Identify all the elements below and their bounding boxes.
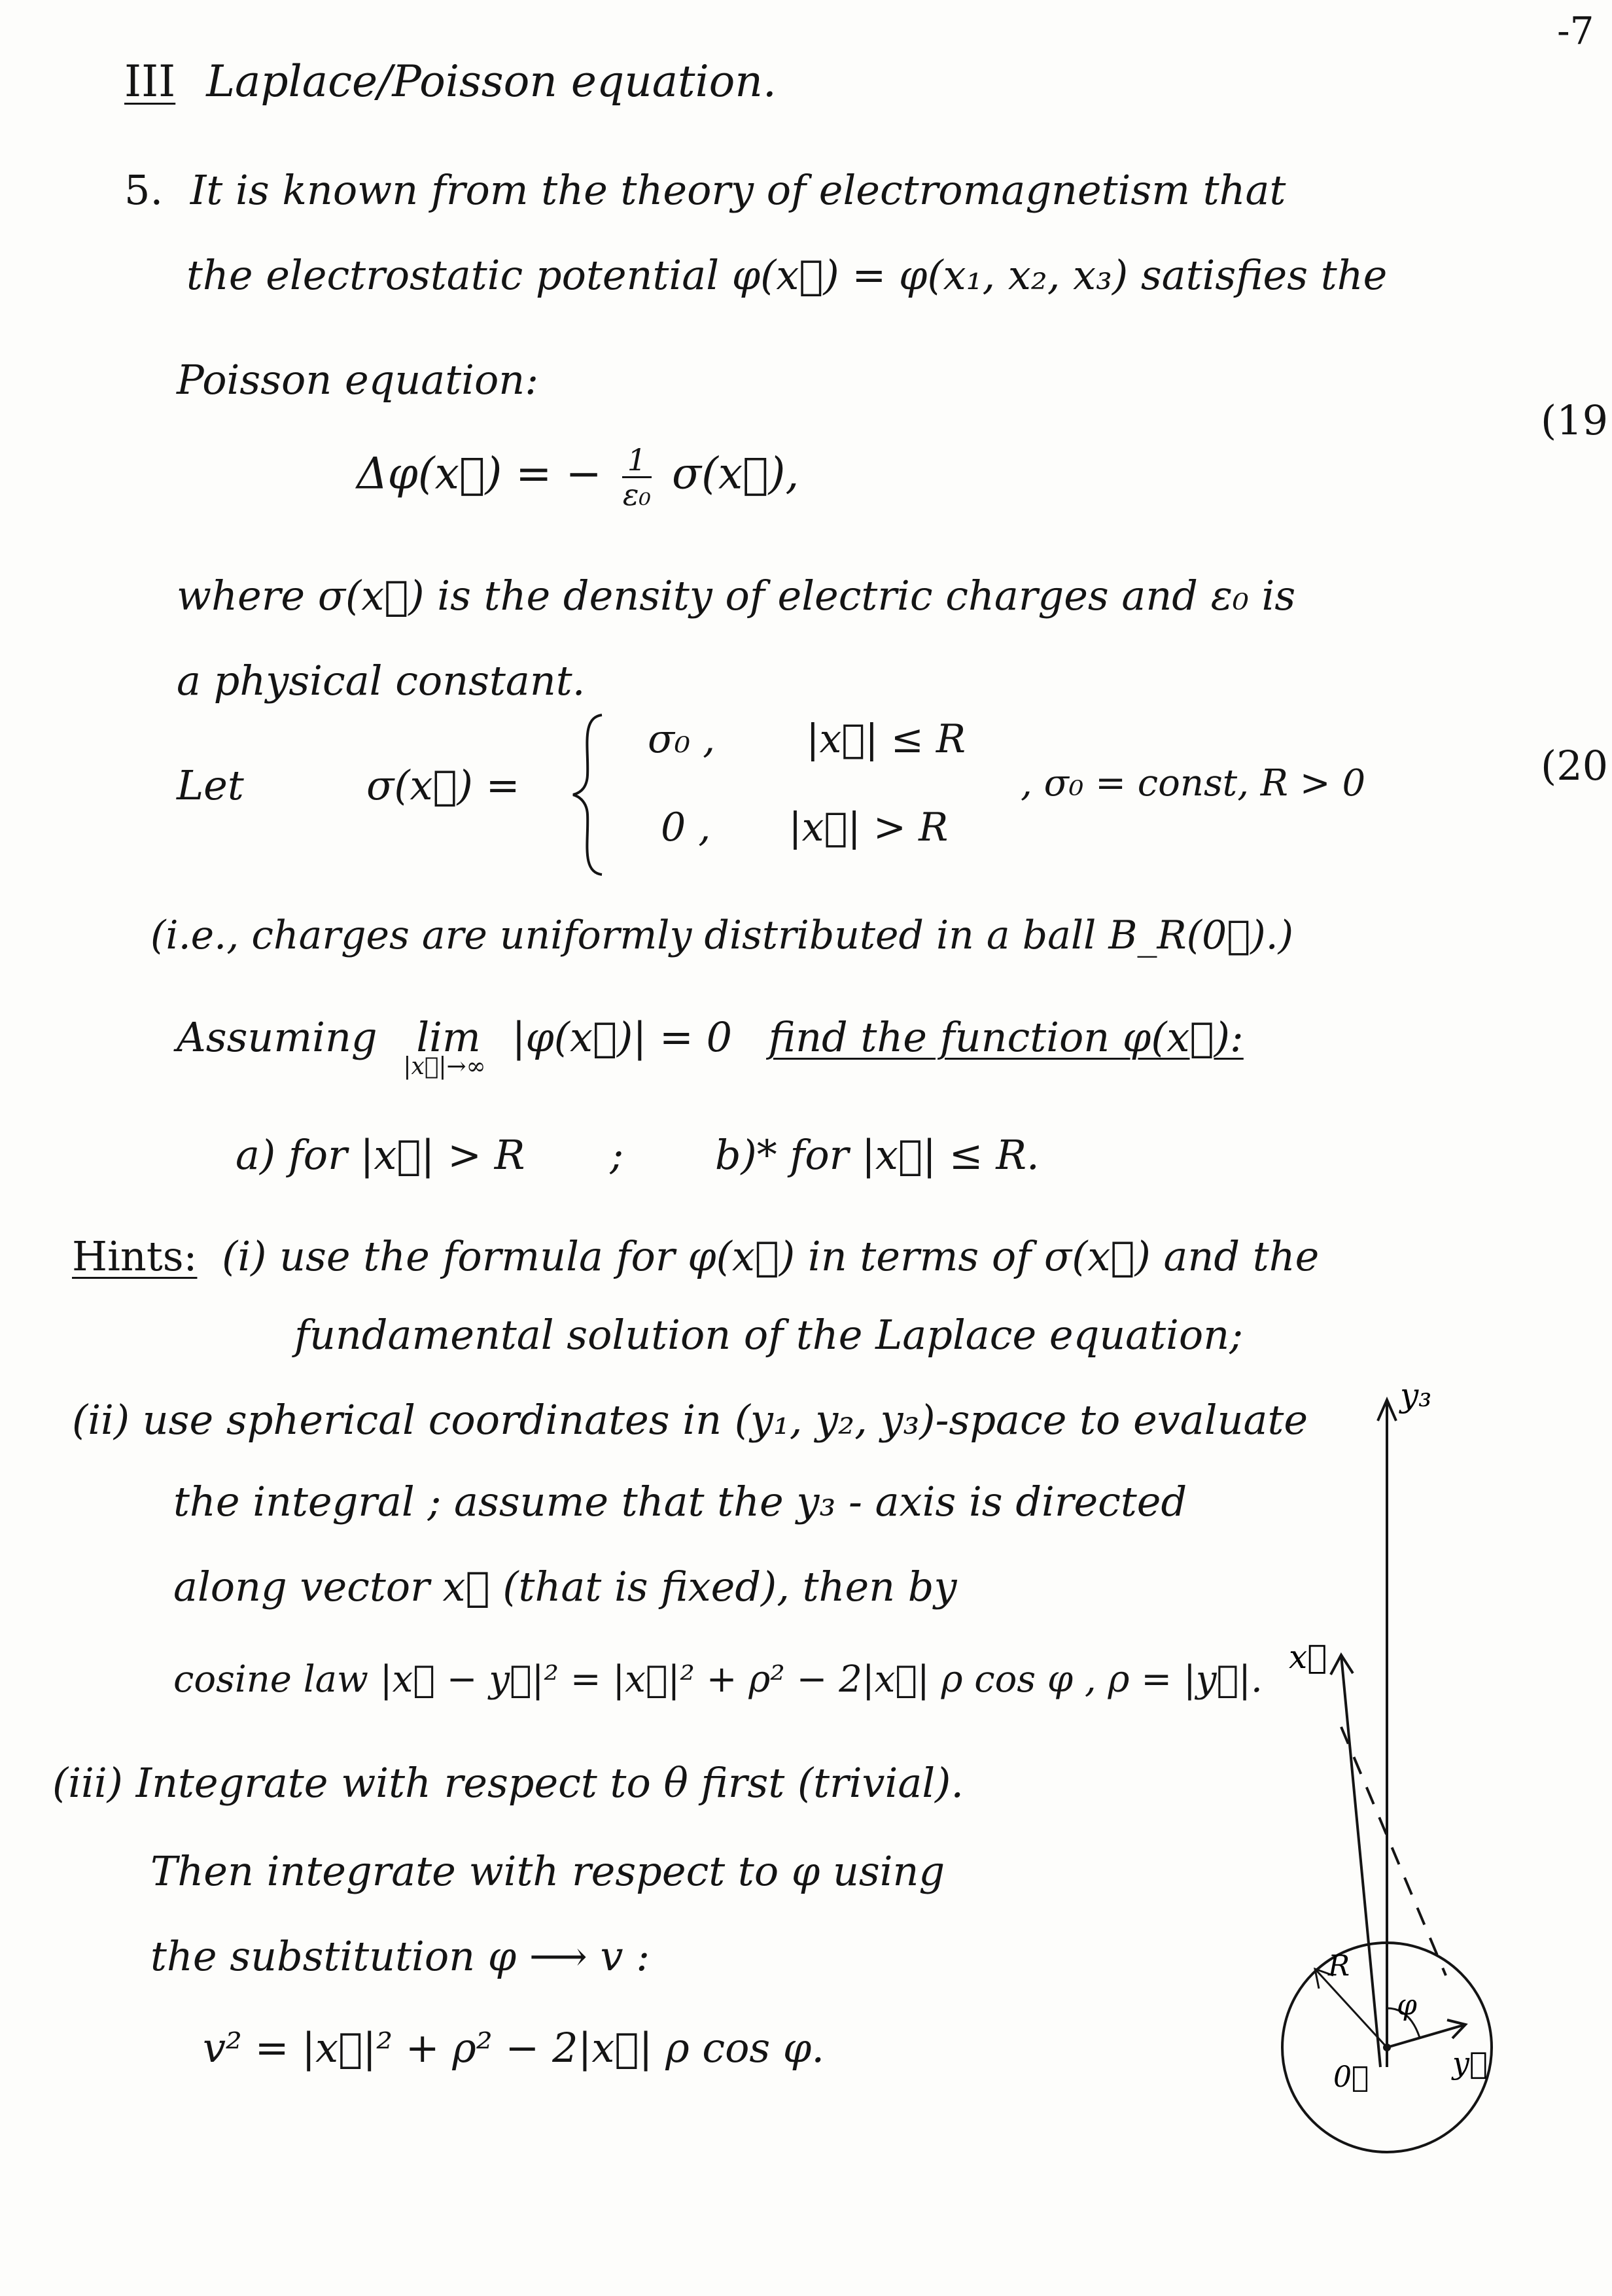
case1-value: σ₀ ,	[648, 716, 716, 762]
equation-tag-19: (19	[1541, 396, 1609, 444]
poisson-fraction	[622, 442, 652, 512]
origin-label: 0⃗	[1333, 2061, 1369, 2094]
sigma-lhs: σ(x⃗) =	[366, 761, 520, 809]
problem-intro-text1: It is known from the theory of electromagnetism that	[190, 166, 1286, 214]
find-text: find the function φ(x⃗):	[768, 1013, 1244, 1061]
case-row-1	[648, 716, 966, 762]
y3-axis-label: y₃	[1400, 1376, 1432, 1414]
hints-label: Hints:	[72, 1232, 198, 1280]
problem-intro-line3: Poisson equation:	[177, 356, 539, 404]
hint-3-line2: Then integrate with respect to φ using	[150, 1847, 945, 1895]
hint-2-line4: cosine law |x⃗ − y⃗|² = |x⃗|² + ρ² − 2|x⃗| ρ cos φ , ρ = |y⃗|.	[173, 1658, 1263, 1701]
case1-condition: |x⃗| ≤ R	[806, 716, 966, 762]
hint-1-text1: (i) use the formula for φ(x⃗) in terms of σ(x⃗) and the	[222, 1232, 1320, 1280]
limit-subscript: |x⃗|→∞	[403, 1053, 486, 1080]
part-a: a) for |x⃗| > R	[236, 1131, 525, 1179]
hint-3-line4: v² = |x⃗|² + ρ² − 2|x⃗| ρ cos φ.	[203, 2024, 825, 2072]
parts-line	[236, 1131, 1040, 1179]
where-line2: a physical constant.	[177, 657, 586, 704]
origin-point	[1383, 2044, 1391, 2051]
let-label: Let	[177, 761, 244, 809]
section-heading	[124, 56, 777, 107]
section-title: Laplace/Poisson equation.	[206, 56, 777, 107]
problem-intro-line1	[124, 166, 1286, 214]
radius-label: R	[1328, 1949, 1350, 1983]
part-separator: ;	[610, 1131, 624, 1179]
dashed-guide-line	[1341, 1727, 1446, 1975]
hint-2-line2: the integral ; assume that the y₃ - axis is directed	[173, 1478, 1187, 1525]
angle-label: φ	[1397, 1989, 1417, 2022]
x-vector-label: x⃗	[1289, 1638, 1327, 1676]
case-row-2	[661, 805, 948, 850]
section-roman: III	[124, 56, 176, 107]
hint-3-line3: the substitution φ ⟶ v :	[150, 1932, 650, 1980]
radius-line	[1315, 1969, 1387, 2047]
ie-line: (i.e., charges are uniformly distributed in a ball B_R(0⃗).)	[150, 913, 1294, 958]
limit-expression: |φ(x⃗)| = 0	[512, 1013, 733, 1061]
hint-1-line1	[72, 1232, 1320, 1280]
limit-word: lim	[416, 1013, 481, 1061]
equation-tag-20: (20	[1541, 742, 1609, 790]
cases-tail: , σ₀ = const, R > 0	[1021, 762, 1366, 805]
hint-2-line3: along vector x⃗ (that is fixed), then by	[173, 1563, 957, 1610]
hint-2-line1: (ii) use spherical coordinates in (y₁, y₂, y₃)-space to evaluate	[72, 1396, 1308, 1444]
page-corner-mark: -7	[1557, 9, 1594, 53]
problem-intro-line2: the electrostatic potential φ(x⃗) = φ(x₁, x₂, x₃) satisfies the	[186, 251, 1388, 299]
geometry-diagram	[1263, 1361, 1603, 2159]
assuming-line	[177, 1013, 1244, 1080]
assuming-text: Assuming	[177, 1013, 377, 1061]
hint-1-line2: fundamental solution of the Laplace equation;	[294, 1311, 1244, 1359]
cases-brace	[569, 710, 608, 880]
case2-value: 0 ,	[661, 805, 711, 850]
case2-condition: |x⃗| > R	[788, 805, 949, 850]
poisson-frac-den: ε₀	[622, 477, 651, 512]
poisson-frac-num: 1	[622, 445, 652, 478]
poisson-equation	[357, 442, 799, 512]
where-line1: where σ(x⃗) is the density of electric charges and ε₀ is	[177, 572, 1296, 619]
problem-number: 5.	[124, 166, 164, 214]
part-b: b)* for |x⃗| ≤ R.	[714, 1131, 1040, 1179]
limit-block	[403, 1013, 486, 1080]
y-vector-label: y⃗	[1452, 2045, 1488, 2081]
poisson-lhs: Δφ(x⃗) = −	[357, 448, 602, 499]
poisson-rhs: σ(x⃗),	[672, 448, 799, 499]
hint-3-line1: (iii) Integrate with respect to θ first (trivial).	[52, 1759, 964, 1807]
